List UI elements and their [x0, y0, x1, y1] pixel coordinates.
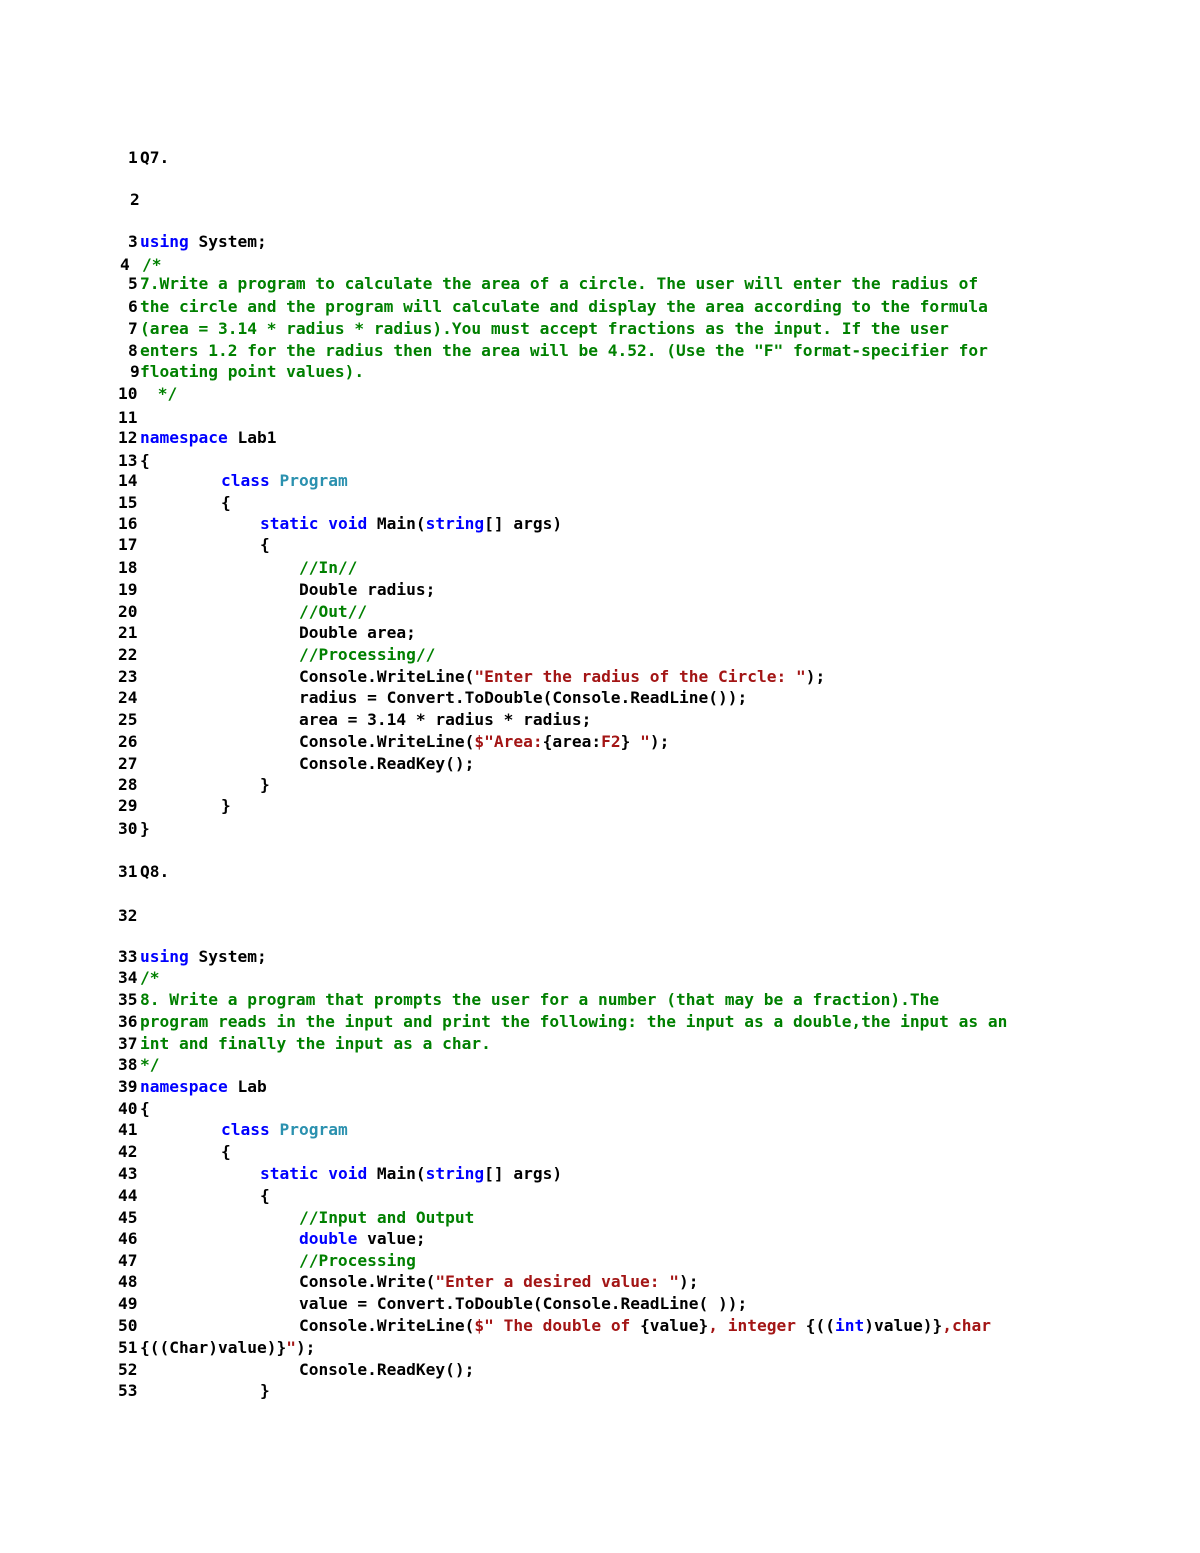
line-number: 9	[130, 362, 140, 381]
code-token: using	[140, 232, 189, 251]
code-token: Console.WriteLine(	[182, 1316, 475, 1335]
code-line	[118, 1032, 491, 1056]
code-token: namespace	[140, 1077, 228, 1096]
code-line	[118, 1184, 270, 1208]
code-token: static	[259, 514, 319, 533]
line-number: 46	[118, 1229, 138, 1248]
code-token	[182, 1120, 221, 1139]
code-token: 8. Write a program that prompts the user for a number (that may be a fraction).The	[140, 990, 940, 1009]
line-number: 11	[118, 408, 138, 427]
code-token: Q7.	[140, 148, 170, 167]
line-number: 42	[118, 1142, 138, 1161]
code-line	[118, 904, 182, 928]
code-token: static	[259, 1164, 319, 1183]
code-token: $" The double of	[474, 1316, 641, 1335]
code-line	[128, 272, 978, 296]
code-token: {	[140, 451, 150, 470]
code-token: {	[182, 535, 270, 554]
code-token: double	[298, 1229, 358, 1248]
line-number: 20	[118, 602, 138, 621]
code-token: ,char	[942, 1316, 991, 1335]
code-line	[130, 360, 364, 384]
code-token: [] args)	[484, 1164, 563, 1183]
line-number: 28	[118, 775, 138, 794]
code-token	[318, 1164, 328, 1183]
code-token: string	[425, 1164, 485, 1183]
line-number: 6	[128, 297, 138, 316]
line-number: 27	[118, 754, 138, 773]
code-token: enters 1.2 for the radius then the area will be 4.52. (Use the "F" format-specifier for	[140, 341, 988, 360]
code-token: );	[805, 667, 826, 686]
code-line	[130, 188, 142, 212]
line-number: 26	[118, 732, 138, 751]
code-token: System;	[188, 947, 267, 966]
code-line	[128, 146, 169, 170]
line-number: 21	[118, 623, 138, 642]
code-token: Console.WriteLine(	[182, 732, 475, 751]
code-token: //Input and Output	[298, 1208, 475, 1227]
line-number: 45	[118, 1208, 138, 1227]
code-token: Lab	[227, 1077, 267, 1096]
code-line	[128, 295, 988, 319]
code-token: value = Convert.ToDouble(Console.ReadLine( ));	[182, 1294, 748, 1313]
code-token: "Enter a desired value: "	[435, 1272, 680, 1291]
code-token: Q8.	[140, 862, 170, 881]
line-number: 12	[118, 428, 138, 447]
line-number: 15	[118, 493, 138, 512]
line-number: 37	[118, 1034, 138, 1053]
line-number: 49	[118, 1294, 138, 1313]
line-number: 41	[118, 1120, 138, 1139]
line-number: 36	[118, 1012, 138, 1031]
line-number: 13	[118, 451, 138, 470]
code-token: Console.WriteLine(	[182, 667, 475, 686]
line-number: 34	[118, 968, 138, 987]
code-token: }	[140, 819, 150, 838]
code-line	[118, 1270, 699, 1294]
code-token: "	[630, 732, 650, 751]
line-number: 31	[118, 862, 138, 881]
code-token: {	[182, 1142, 231, 1161]
code-token: value;	[357, 1229, 426, 1248]
code-token: {	[182, 1186, 270, 1205]
line-number: 25	[118, 710, 138, 729]
code-token: F2	[601, 732, 621, 751]
code-line	[118, 533, 270, 557]
code-token: {((Char)value)}	[140, 1338, 287, 1357]
code-line	[118, 1140, 231, 1164]
line-number: 52	[118, 1360, 138, 1379]
code-line	[118, 1292, 747, 1316]
code-token: string	[425, 514, 485, 533]
code-line	[118, 794, 231, 818]
code-token: }	[182, 1381, 270, 1400]
code-token: {value}	[640, 1316, 709, 1335]
code-line	[118, 1162, 562, 1186]
line-number: 18	[118, 558, 138, 577]
line-number: 32	[118, 906, 138, 925]
code-token: the circle and the program will calculate and display the area according to the formula	[140, 297, 988, 316]
code-line	[118, 1075, 267, 1099]
code-token: void	[328, 1164, 368, 1183]
code-token: */	[140, 1055, 160, 1074]
line-number: 1	[128, 148, 138, 167]
code-token: "Enter the radius of the Circle: "	[474, 667, 806, 686]
code-token: {((	[805, 1316, 836, 1335]
code-token: int	[835, 1316, 865, 1335]
code-token: //In//	[298, 558, 358, 577]
code-token: program reads in the input and print the following: the input as a double,the input as an	[140, 1012, 1008, 1031]
line-number: 10	[118, 384, 138, 403]
line-number: 53	[118, 1381, 138, 1400]
code-line	[118, 1336, 315, 1360]
code-token: radius = Convert.ToDouble(Console.ReadLine());	[182, 688, 748, 707]
code-token: )value)}	[864, 1316, 943, 1335]
code-token: */	[148, 384, 178, 403]
code-token	[182, 558, 299, 577]
code-line	[118, 1010, 1007, 1034]
code-token: Console.ReadKey();	[182, 754, 475, 773]
line-number: 39	[118, 1077, 138, 1096]
code-token: //Processing	[298, 1251, 416, 1270]
line-number: 23	[118, 667, 138, 686]
code-token: Console.Write(	[182, 1272, 436, 1291]
code-token	[182, 1164, 260, 1183]
line-number: 22	[118, 645, 138, 664]
code-token: /*	[140, 968, 160, 987]
code-token: (area = 3.14 * radius * radius).You must accept fractions as the input. If the user	[140, 319, 949, 338]
line-number: 19	[118, 580, 138, 599]
code-token: {area:	[542, 732, 602, 751]
code-token: );	[649, 732, 670, 751]
line-number: 40	[118, 1099, 138, 1118]
code-token	[182, 1251, 299, 1270]
line-number: 2	[130, 190, 140, 209]
line-number: 48	[118, 1272, 138, 1291]
line-number: 51	[118, 1338, 138, 1357]
line-number: 30	[118, 819, 138, 838]
code-token: int and finally the input as a char.	[140, 1034, 491, 1053]
code-line	[118, 556, 357, 580]
code-token: using	[140, 947, 189, 966]
code-line	[118, 817, 150, 841]
line-number: 35	[118, 990, 138, 1009]
line-number: 17	[118, 535, 138, 554]
code-line	[118, 426, 276, 450]
code-token: Lab1	[227, 428, 277, 447]
line-number: 5	[128, 274, 138, 293]
code-line	[118, 730, 669, 754]
code-token	[318, 514, 328, 533]
code-token: }	[182, 775, 270, 794]
code-token: Program	[279, 1120, 348, 1139]
line-number: 50	[118, 1316, 138, 1335]
code-token: );	[679, 1272, 699, 1291]
code-token: 7.Write a program to calculate the area of a circle. The user will enter the radius of	[140, 274, 979, 293]
code-token: $"Area:	[474, 732, 543, 751]
code-token: Double area;	[182, 623, 416, 642]
code-line	[118, 469, 348, 493]
code-token: System;	[188, 232, 267, 251]
code-line	[118, 988, 939, 1012]
code-line	[128, 230, 267, 254]
code-token: }	[182, 796, 231, 815]
code-token: Console.ReadKey();	[182, 1360, 475, 1379]
code-token: );	[295, 1338, 316, 1357]
line-number: 47	[118, 1251, 138, 1270]
line-number: 29	[118, 796, 138, 815]
code-line	[118, 1118, 348, 1142]
line-number: 33	[118, 947, 138, 966]
line-number: 44	[118, 1186, 138, 1205]
code-line	[118, 966, 160, 990]
line-number: 16	[118, 514, 138, 533]
line-number: 7	[128, 319, 138, 338]
code-line	[118, 1379, 270, 1403]
code-token: area = 3.14 * radius * radius;	[182, 710, 592, 729]
code-token: "	[286, 1338, 296, 1357]
line-number: 24	[118, 688, 138, 707]
code-line	[118, 621, 416, 645]
code-token: namespace	[140, 428, 228, 447]
line-number: 14	[118, 471, 138, 490]
code-token: {	[140, 1099, 150, 1118]
code-token: Main(	[367, 1164, 426, 1183]
code-token	[182, 514, 260, 533]
code-token: , integer	[708, 1316, 806, 1335]
code-token	[182, 645, 299, 664]
line-number: 38	[118, 1055, 138, 1074]
code-token: //Out//	[298, 602, 368, 621]
code-line	[118, 1227, 426, 1251]
code-token: {	[182, 493, 231, 512]
line-number: 3	[128, 232, 138, 251]
line-number: 8	[128, 341, 138, 360]
code-line	[118, 686, 747, 710]
code-token: class	[220, 1120, 270, 1139]
code-line	[118, 708, 591, 732]
code-line	[118, 643, 435, 667]
code-token: Double radius;	[182, 580, 436, 599]
code-token	[182, 471, 221, 490]
code-token: /*	[142, 255, 162, 274]
code-token	[182, 1208, 299, 1227]
code-token	[270, 471, 280, 490]
code-line	[118, 1314, 991, 1338]
code-token	[182, 602, 299, 621]
code-line	[118, 578, 435, 602]
line-number: 4	[120, 255, 130, 274]
code-token: void	[328, 514, 368, 533]
code-token: Main(	[367, 514, 426, 533]
code-line	[128, 317, 949, 341]
code-token: Program	[279, 471, 348, 490]
code-token: class	[220, 471, 270, 490]
code-token: floating point values).	[140, 362, 365, 381]
code-line	[118, 382, 177, 406]
code-token	[182, 1229, 299, 1248]
code-token: [] args)	[484, 514, 563, 533]
code-token: }	[620, 732, 631, 751]
code-token: //Processing//	[298, 645, 436, 664]
code-token	[270, 1120, 280, 1139]
line-number: 43	[118, 1164, 138, 1183]
code-line	[118, 860, 169, 884]
code-line	[118, 1053, 160, 1077]
